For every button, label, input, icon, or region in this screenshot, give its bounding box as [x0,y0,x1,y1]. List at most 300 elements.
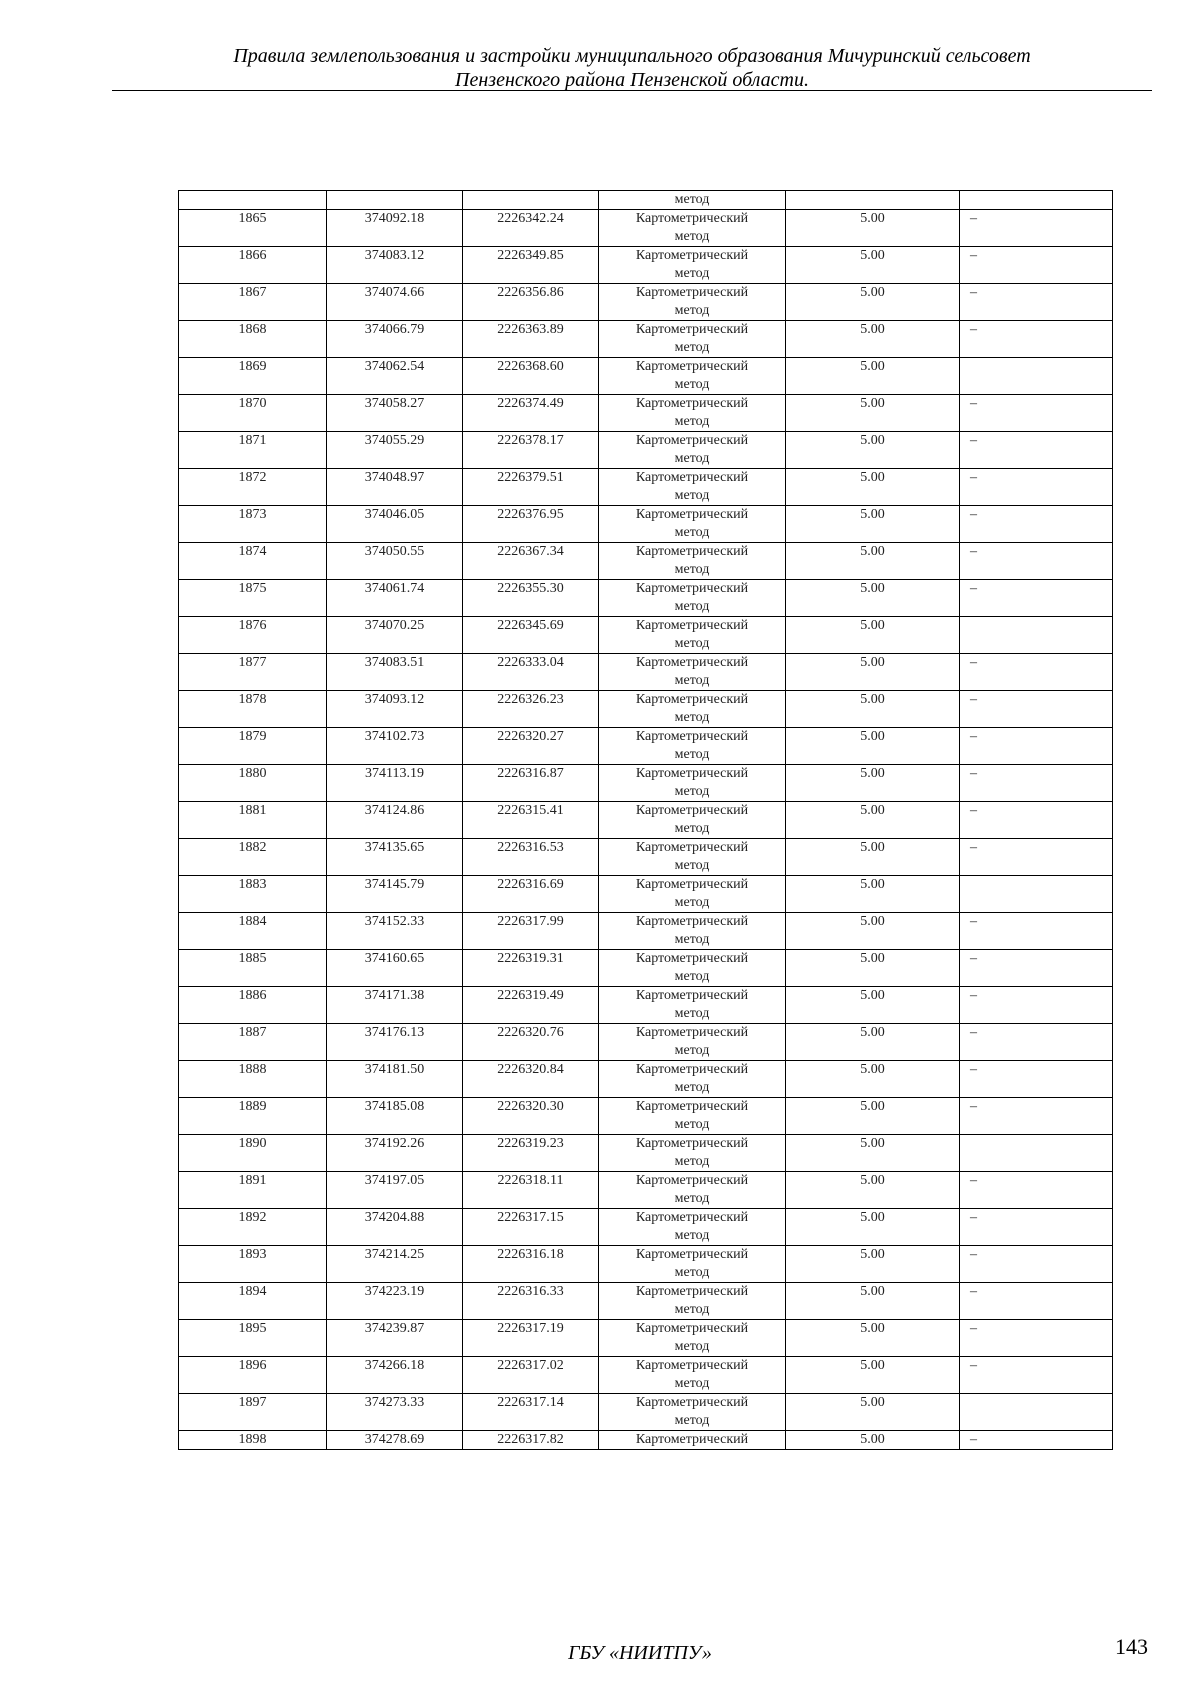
cell-y: 2226319.31 [463,950,599,987]
cell-number: 1894 [179,1283,327,1320]
cell-method [599,1024,786,1061]
table-row [179,987,1113,1024]
cell-accuracy: 5.00 [786,1061,960,1098]
table-row [179,876,1113,913]
method-line-1: Картометрический [635,285,749,300]
cell-method [599,1061,786,1098]
cell-method [599,987,786,1024]
cell-y: 2226316.87 [463,765,599,802]
cell-y: 2226367.34 [463,543,599,580]
cell-accuracy: 5.00 [786,210,960,247]
cell-y: 2226320.27 [463,728,599,765]
method-line-2: метод [674,525,710,540]
method-line-2: метод [674,266,710,281]
method-line-1: Картометрический [635,1247,749,1262]
cell-method [599,654,786,691]
cell-accuracy: 5.00 [786,1394,960,1431]
table-row-continuation [179,191,1113,210]
table-row [179,543,1113,580]
table-row [179,765,1113,802]
cell-accuracy: 5.00 [786,876,960,913]
cell-accuracy: 5.00 [786,469,960,506]
cell-number: 1865 [179,210,327,247]
method-line-2: метод [674,1265,710,1280]
cell-number: 1868 [179,321,327,358]
cell-method [599,1209,786,1246]
cell-x: 374050.55 [327,543,463,580]
method-line-2: метод [674,1302,710,1317]
method-line-1: Картометрический [635,1099,749,1114]
cell-method [599,1246,786,1283]
cell-note [960,1135,1113,1172]
cell-number: 1897 [179,1394,327,1431]
cell-note: – [960,1320,1113,1357]
cell-accuracy: 5.00 [786,691,960,728]
cell-method [599,950,786,987]
table-row [179,728,1113,765]
table-row [179,210,1113,247]
method-line-2: метод [674,1043,710,1058]
method-line-1: Картометрический [635,544,749,559]
cell-accuracy: 5.00 [786,1135,960,1172]
cell-y [463,191,599,210]
table-row [179,284,1113,321]
cell-note [960,1394,1113,1431]
cell-note: – [960,654,1113,691]
method-line-1: Картометрический [635,1284,749,1299]
cell-accuracy: 5.00 [786,765,960,802]
cell-note: – [960,432,1113,469]
cell-x: 374176.13 [327,1024,463,1061]
cell-method [599,765,786,802]
cell-x: 374152.33 [327,913,463,950]
cell-y: 2226317.15 [463,1209,599,1246]
cell-accuracy: 5.00 [786,913,960,950]
method-line-2: метод [674,1228,710,1243]
cell-number [179,191,327,210]
cell-y: 2226378.17 [463,432,599,469]
cell-number: 1887 [179,1024,327,1061]
method-line-2: метод [674,599,710,614]
cell-accuracy: 5.00 [786,321,960,358]
cell-number: 1869 [179,358,327,395]
table-row [179,1320,1113,1357]
cell-method [599,839,786,876]
cell-number: 1867 [179,284,327,321]
cell-note: – [960,395,1113,432]
cell-number: 1895 [179,1320,327,1357]
cell-number: 1889 [179,1098,327,1135]
cell-accuracy: 5.00 [786,358,960,395]
table-row [179,506,1113,543]
cell-note: – [960,987,1113,1024]
cell-y: 2226363.89 [463,321,599,358]
method-line-2: метод [674,1117,710,1132]
method-line-2: метод [674,562,710,577]
cell-x: 374204.88 [327,1209,463,1246]
method-line-2: метод [674,1080,710,1095]
method-line-2: метод [674,303,710,318]
cell-x: 374239.87 [327,1320,463,1357]
cell-note: – [960,321,1113,358]
cell-note: – [960,247,1113,284]
header-line-1: Правила землепользования и застройки муниципального образования Мичуринский сельсовет [233,45,1031,67]
cell-method [599,358,786,395]
cell-number: 1876 [179,617,327,654]
method-line-2: метод [674,932,710,947]
method-line-2: метод [674,377,710,392]
table-row [179,1172,1113,1209]
cell-accuracy: 5.00 [786,1320,960,1357]
cell-note: – [960,913,1113,950]
cell-accuracy: 5.00 [786,950,960,987]
cell-number: 1880 [179,765,327,802]
cell-x: 374273.33 [327,1394,463,1431]
cell-number: 1890 [179,1135,327,1172]
method-line-1: Картометрический [635,433,749,448]
cell-x: 374171.38 [327,987,463,1024]
cell-number: 1878 [179,691,327,728]
cell-accuracy: 5.00 [786,1246,960,1283]
cell-x: 374048.97 [327,469,463,506]
cell-method [599,321,786,358]
cell-method: Картометрический [599,1431,786,1450]
cell-y: 2226317.19 [463,1320,599,1357]
method-line-2: метод [674,1006,710,1021]
cell-x: 374055.29 [327,432,463,469]
method-line-1: Картометрический [635,729,749,744]
coordinates-table [178,190,1113,1450]
method-line-1: Картометрический [635,1173,749,1188]
cell-method [599,1283,786,1320]
cell-note [960,358,1113,395]
cell-note: – [960,284,1113,321]
cell-method [599,506,786,543]
cell-method [599,802,786,839]
cell-note: – [960,1024,1113,1061]
cell-number: 1875 [179,580,327,617]
cell-accuracy: 5.00 [786,1024,960,1061]
cell-accuracy: 5.00 [786,506,960,543]
cell-y: 2226318.11 [463,1172,599,1209]
cell-x: 374197.05 [327,1172,463,1209]
cell-number: 1885 [179,950,327,987]
cell-number: 1893 [179,1246,327,1283]
method-line-2: метод [674,488,710,503]
cell-number: 1882 [179,839,327,876]
method-line-1: Картометрический [635,914,749,929]
cell-accuracy: 5.00 [786,654,960,691]
cell-y: 2226317.82 [463,1431,599,1450]
cell-accuracy: 5.00 [786,1357,960,1394]
cell-x: 374145.79 [327,876,463,913]
table-row [179,913,1113,950]
method-line-2: метод [674,858,710,873]
cell-y: 2226368.60 [463,358,599,395]
method-line-2: метод [674,1154,710,1169]
method-line-2: метод [674,747,710,762]
method-line-2: метод [674,1413,710,1428]
cell-x: 374214.25 [327,1246,463,1283]
table-row [179,1283,1113,1320]
cell-y: 2226342.24 [463,210,599,247]
method-line-1: Картометрический [635,322,749,337]
table-row [179,617,1113,654]
cell-x: 374083.12 [327,247,463,284]
cell-x: 374266.18 [327,1357,463,1394]
cell-method [599,432,786,469]
cell-method [599,913,786,950]
table-row [179,1135,1113,1172]
cell-x: 374160.65 [327,950,463,987]
table-row [179,1246,1113,1283]
method-line-1: Картометрический [635,766,749,781]
table-row [179,1357,1113,1394]
cell-x: 374124.86 [327,802,463,839]
cell-accuracy: 5.00 [786,1098,960,1135]
cell-y: 2226316.33 [463,1283,599,1320]
method-line-2: метод [674,636,710,651]
cell-x: 374192.26 [327,1135,463,1172]
cell-accuracy: 5.00 [786,728,960,765]
method-line-1: Картометрический [635,211,749,226]
cell-method: метод [599,191,786,210]
cell-x: 374070.25 [327,617,463,654]
table-row [179,654,1113,691]
cell-number: 1881 [179,802,327,839]
cell-accuracy: 5.00 [786,987,960,1024]
cell-accuracy: 5.00 [786,284,960,321]
page-header [112,44,1152,92]
cell-y: 2226326.23 [463,691,599,728]
cell-x: 374046.05 [327,506,463,543]
cell-number: 1870 [179,395,327,432]
cell-x: 374185.08 [327,1098,463,1135]
cell-note: – [960,950,1113,987]
cell-number: 1898 [179,1431,327,1450]
method-line-1: Картометрический [635,618,749,633]
method-line-1: Картометрический [635,988,749,1003]
cell-method [599,728,786,765]
method-line-1: Картометрический [635,877,749,892]
cell-note: – [960,1431,1113,1450]
table-row [179,1061,1113,1098]
cell-note: – [960,839,1113,876]
cell-method [599,1135,786,1172]
cell-accuracy: 5.00 [786,580,960,617]
method-line-1: Картометрический [635,692,749,707]
cell-y: 2226349.85 [463,247,599,284]
cell-x: 374083.51 [327,654,463,691]
cell-y: 2226316.18 [463,1246,599,1283]
cell-note: – [960,1209,1113,1246]
method-line-1: Картометрический [635,581,749,596]
method-line-2: метод [674,673,710,688]
method-line-1: Картометрический [635,1210,749,1225]
cell-number: 1872 [179,469,327,506]
method-line-1: Картометрический [635,803,749,818]
cell-note: – [960,728,1113,765]
table-row [179,1024,1113,1061]
cell-accuracy: 5.00 [786,802,960,839]
cell-x: 374223.19 [327,1283,463,1320]
method-line-2: метод [674,414,710,429]
method-line-1: Картометрический [635,248,749,263]
page-number: 143 [1115,1634,1148,1659]
table-row [179,1209,1113,1246]
table-row [179,469,1113,506]
cell-y: 2226376.95 [463,506,599,543]
cell-x: 374278.69 [327,1431,463,1450]
cell-y: 2226320.76 [463,1024,599,1061]
cell-method [599,1098,786,1135]
cell-x: 374102.73 [327,728,463,765]
cell-method [599,284,786,321]
table-row [179,247,1113,284]
cell-number: 1892 [179,1209,327,1246]
method-line-2: метод [674,969,710,984]
cell-x: 374181.50 [327,1061,463,1098]
cell-note: – [960,1246,1113,1283]
cell-number: 1896 [179,1357,327,1394]
table-row [179,691,1113,728]
cell-x: 374135.65 [327,839,463,876]
cell-number: 1874 [179,543,327,580]
table-row [179,395,1113,432]
method-line-2: метод [674,710,710,725]
table-row [179,432,1113,469]
cell-accuracy: 5.00 [786,247,960,284]
cell-number: 1886 [179,987,327,1024]
cell-y: 2226374.49 [463,395,599,432]
cell-method [599,617,786,654]
footer-organization: ГБУ «НИИТПУ» [568,1642,712,1664]
cell-method [599,1172,786,1209]
cell-method [599,580,786,617]
cell-accuracy: 5.00 [786,395,960,432]
cell-note: – [960,210,1113,247]
table-row [179,580,1113,617]
cell-note: – [960,765,1113,802]
table-row-last [179,1431,1113,1450]
cell-x: 374074.66 [327,284,463,321]
cell-method [599,543,786,580]
cell-x: 374058.27 [327,395,463,432]
cell-number: 1884 [179,913,327,950]
cell-note [960,191,1113,210]
cell-note: – [960,1357,1113,1394]
method-line-2: метод [674,1191,710,1206]
cell-y: 2226315.41 [463,802,599,839]
cell-y: 2226356.86 [463,284,599,321]
cell-y: 2226319.49 [463,987,599,1024]
cell-method [599,469,786,506]
cell-method [599,691,786,728]
table-row [179,321,1113,358]
method-line-2: метод [674,821,710,836]
cell-y: 2226379.51 [463,469,599,506]
method-line-1: Картометрический [635,655,749,670]
cell-number: 1866 [179,247,327,284]
cell-y: 2226317.99 [463,913,599,950]
cell-y: 2226345.69 [463,617,599,654]
cell-note: – [960,580,1113,617]
table-row [179,1394,1113,1431]
cell-accuracy: 5.00 [786,1283,960,1320]
method-line-2: метод [674,340,710,355]
cell-method [599,1320,786,1357]
cell-y: 2226320.84 [463,1061,599,1098]
method-line-1: Картометрический [635,1062,749,1077]
cell-x: 374066.79 [327,321,463,358]
method-line-2: метод [674,229,710,244]
header-divider [112,90,1152,91]
method-line-1: Картометрический [635,951,749,966]
cell-y: 2226319.23 [463,1135,599,1172]
cell-note: – [960,691,1113,728]
cell-method [599,395,786,432]
method-line-1: Картометрический [635,1136,749,1151]
method-line-1: Картометрический [635,1358,749,1373]
cell-number: 1891 [179,1172,327,1209]
cell-y: 2226317.14 [463,1394,599,1431]
cell-y: 2226333.04 [463,654,599,691]
method-line-2: метод [674,1376,710,1391]
cell-y: 2226355.30 [463,580,599,617]
cell-x: 374113.19 [327,765,463,802]
cell-accuracy: 5.00 [786,839,960,876]
cell-number: 1871 [179,432,327,469]
cell-number: 1873 [179,506,327,543]
cell-method [599,876,786,913]
method-line-1: Картометрический [635,840,749,855]
method-line-1: Картометрический [635,396,749,411]
cell-note: – [960,1172,1113,1209]
cell-note: – [960,802,1113,839]
method-line-1: Картометрический [635,470,749,485]
cell-note: – [960,1283,1113,1320]
cell-accuracy: 5.00 [786,1209,960,1246]
table-row [179,950,1113,987]
method-line-1: Картометрический [635,1395,749,1410]
table-row [179,358,1113,395]
cell-method [599,1394,786,1431]
cell-method [599,247,786,284]
table-row [179,802,1113,839]
method-line-2: метод [674,784,710,799]
cell-note: – [960,469,1113,506]
cell-x [327,191,463,210]
cell-accuracy: 5.00 [786,1431,960,1450]
cell-method [599,210,786,247]
cell-accuracy: 5.00 [786,1172,960,1209]
method-line-2: метод [674,1339,710,1354]
cell-number: 1888 [179,1061,327,1098]
method-line-1: Картометрический [635,359,749,374]
cell-note: – [960,1098,1113,1135]
cell-y: 2226317.02 [463,1357,599,1394]
table-row [179,1098,1113,1135]
cell-y: 2226320.30 [463,1098,599,1135]
cell-note [960,617,1113,654]
cell-note: – [960,1061,1113,1098]
method-line-1: Картометрический [635,1025,749,1040]
cell-note: – [960,543,1113,580]
cell-x: 374061.74 [327,580,463,617]
cell-note [960,876,1113,913]
cell-x: 374092.18 [327,210,463,247]
cell-number: 1877 [179,654,327,691]
